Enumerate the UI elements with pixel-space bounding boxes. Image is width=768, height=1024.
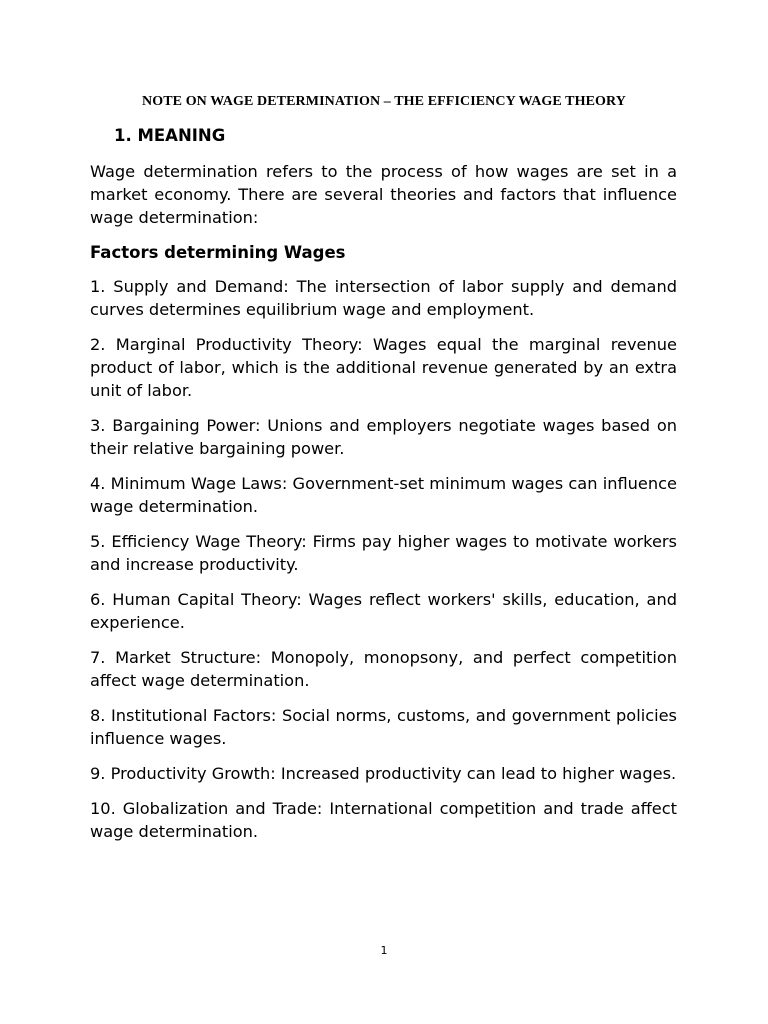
page-number: 1 [380,944,388,957]
factor-item: 8. Institutional Factors: Social norms, customs, and government policies influence wages. [90,706,677,748]
factor-item: 6. Human Capital Theory: Wages reflect workers' skills, education, and experience. [90,590,677,632]
document-title: NOTE ON WAGE DETERMINATION – THE EFFICIENCY WAGE THEORY [142,94,626,109]
factor-item: 1. Supply and Demand: The intersection of labor supply and demand curves determines equilibrium wage and employment. [90,277,677,319]
factors-subheading: Factors determining Wages [90,243,346,262]
factor-item: 3. Bargaining Power: Unions and employers negotiate wages based on their relative bargaining power. [90,416,677,458]
intro-paragraph: Wage determination refers to the process of how wages are set in a market economy. There are several theories and factors that influence wage determination: [90,162,677,227]
factor-item: 9. Productivity Growth: Increased productivity can lead to higher wages. [90,764,677,783]
factor-item: 2. Marginal Productivity Theory: Wages equal the marginal revenue product of labor, which is the additional revenue generated by an extra unit of labor. [90,335,677,400]
factor-item: 5. Efficiency Wage Theory: Firms pay higher wages to motivate workers and increase productivity. [90,532,677,574]
factor-item: 4. Minimum Wage Laws: Government-set minimum wages can influence wage determination. [90,474,677,516]
factor-item: 7. Market Structure: Monopoly, monopsony, and perfect competition affect wage determination. [90,648,677,690]
document-body [90,160,677,855]
section-heading: 1. MEANING [114,126,226,145]
factor-item: 10. Globalization and Trade: International competition and trade affect wage determination. [90,799,677,841]
